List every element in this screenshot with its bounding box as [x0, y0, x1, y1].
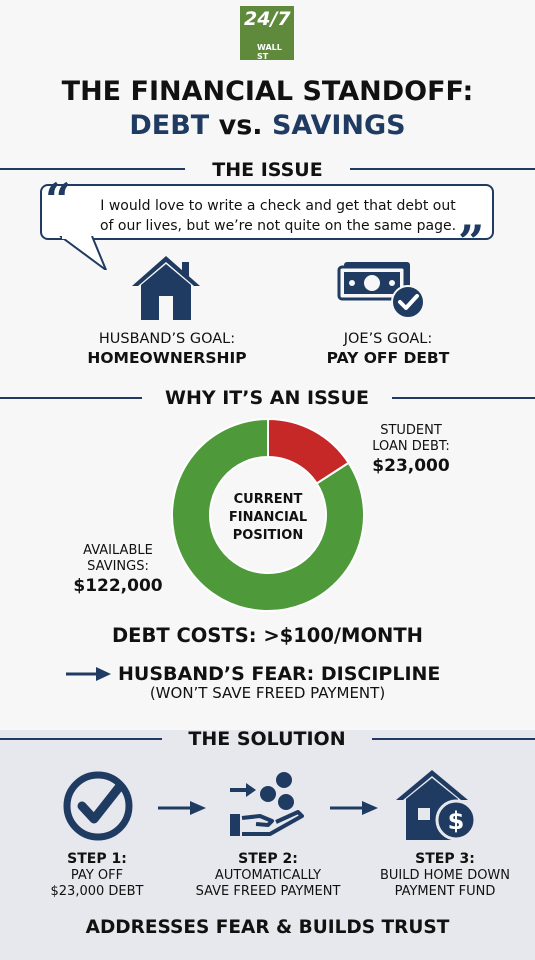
debt-label-1: STUDENT — [380, 423, 442, 438]
arrow-right-icon — [330, 800, 380, 816]
divider — [392, 397, 535, 399]
svg-text:$: $ — [447, 807, 465, 835]
step-3-line-1: BUILD HOME DOWN — [379, 868, 511, 883]
step-1-title: STEP 1: — [67, 851, 127, 867]
title-savings: SAVINGS — [271, 110, 406, 141]
step-2-title: STEP 2: — [238, 851, 298, 867]
joe-goal — [300, 330, 476, 368]
logo-word: WALL ST — [257, 43, 282, 61]
why-heading: WHY IT’S AN ISSUE — [165, 387, 369, 409]
savings-value: $122,000 — [73, 576, 163, 596]
debt-value: $23,000 — [372, 456, 450, 476]
close-quote-icon: ” — [458, 215, 485, 269]
savings-label-2: SAVINGS: — [87, 559, 149, 574]
solution-heading: THE SOLUTION — [188, 728, 346, 750]
donut-center-line-2: FINANCIAL — [228, 510, 308, 525]
donut-center-label — [213, 491, 323, 545]
divider — [0, 168, 185, 170]
step-1-line-1: PAY OFF — [70, 868, 124, 883]
quote-line-1: I would love to write a check and get that debt out — [100, 198, 456, 214]
checkmark-circle-icon — [62, 770, 134, 842]
quote-text — [78, 196, 478, 236]
step-2-line-2: SAVE FREED PAYMENT — [195, 884, 341, 899]
husband-fear-detail: (WON’T SAVE FREED PAYMENT) — [149, 684, 386, 702]
issue-heading: THE ISSUE — [212, 159, 323, 181]
solution-footer: ADDRESSES FEAR & BUILDS TRUST — [85, 917, 450, 938]
title-line-2 — [0, 110, 535, 142]
husband-goal-label: HUSBAND’S GOAL: — [98, 331, 236, 347]
divider — [372, 738, 535, 740]
step-1-line-2: $23,000 DEBT — [50, 884, 144, 899]
divider — [350, 168, 535, 170]
title-vs: vs. — [209, 110, 272, 141]
husband-fear: HUSBAND’S FEAR: DISCIPLINE — [118, 663, 441, 685]
divider — [0, 738, 162, 740]
debt-callout — [352, 423, 470, 477]
arrow-right-icon — [158, 800, 208, 816]
quote-line-2: of our lives, but we’re not quite on the same page. — [99, 218, 457, 234]
open-quote-icon: “ — [45, 173, 72, 227]
bubble-tail — [58, 236, 114, 270]
arrow-right-icon — [66, 666, 112, 682]
brand-logo — [240, 6, 294, 60]
debt-cost: DEBT COSTS: >$100/MONTH — [112, 624, 423, 647]
step-3 — [370, 850, 520, 900]
husband-goal — [74, 330, 260, 368]
step-2-line-1: AUTOMATICALLY — [214, 868, 322, 883]
donut-center-line-3: POSITION — [232, 528, 304, 543]
savings-label-1: AVAILABLE — [83, 543, 153, 558]
title-debt: DEBT — [129, 110, 210, 141]
logo-number: 24/7 — [244, 8, 291, 30]
joe-goal-value: PAY OFF DEBT — [326, 349, 450, 367]
divider — [0, 397, 142, 399]
donut-center-line-1: CURRENT — [233, 492, 303, 507]
step-3-line-2: PAYMENT FUND — [394, 884, 496, 899]
money-check-icon — [336, 262, 428, 320]
husband-goal-value: HOMEOWNERSHIP — [87, 349, 247, 367]
step-2 — [178, 850, 358, 900]
house-dollar-icon — [394, 768, 480, 842]
joe-goal-label: JOE’S GOAL: — [343, 331, 433, 347]
step-3-title: STEP 3: — [415, 851, 475, 867]
step-1 — [30, 850, 164, 900]
hand-coins-icon — [226, 770, 310, 840]
house-icon — [128, 252, 204, 322]
debt-label-2: LOAN DEBT: — [372, 439, 450, 454]
savings-callout — [62, 543, 174, 597]
title-line-1: THE FINANCIAL STANDOFF: — [61, 76, 474, 107]
